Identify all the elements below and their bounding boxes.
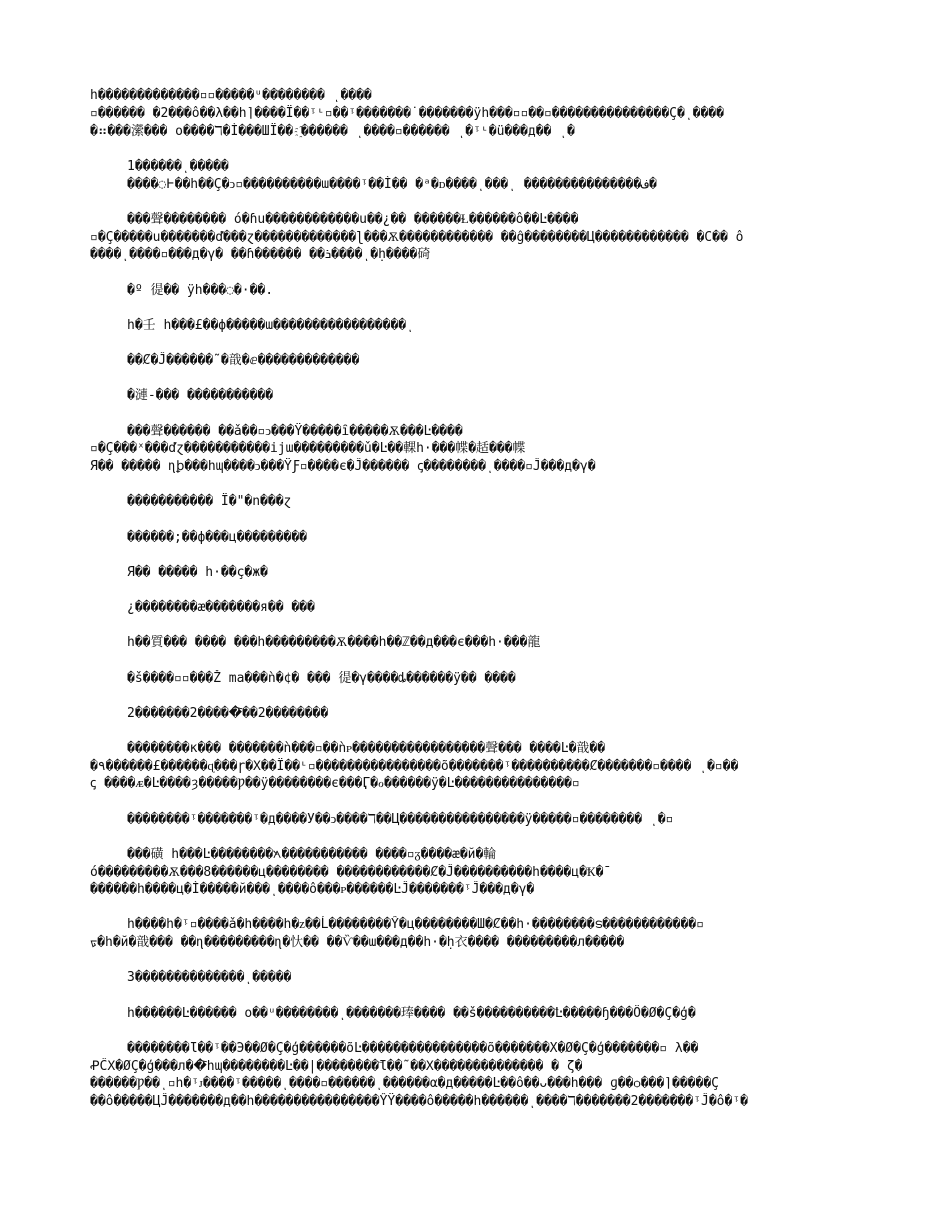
text-line: ¿��������æ�������я�� ��� (127, 600, 315, 615)
text-line: ó���������Ѫ���8������ц�������� ������������Ȼ�Ĵ����������h����ц�Ҟ�ˉ (90, 865, 612, 880)
text-line: ���聲�������� ó�ɦu������������u��¿�� ������Ɫ������ô��Ŀ���� (127, 212, 579, 227)
text-line: �º 徥�� ÿh���◌�·��. (127, 283, 274, 298)
text-line: ������Ƿ��ͺ▫h�ᵎᴊ����ᵎ�����ͺ����▫������ͺ������α�д�����Ŀ��ô��ᴗ���h��� ɡ��ѻ���⌉�����Ç (90, 1076, 719, 1091)
text-line: ▫�Ç�����u�������ď���ɀ�������������ɭ���Ѫ������������ ��ĝ��������Ц������������ �C�� ô (90, 230, 744, 245)
text-line: �٩������£������ɋ���ɼ�Χ��Ï��ᶫ▫����������������õ�������ᵎ�����҇�����Ȼ�������▫���� ͺ�▫�� (90, 759, 739, 774)
text-line: h����h�ᵎ▫����ǎ�h����h�ᴢ��Ĺ��������Ŷ�ц��������Ш�Ȼ��h·��������ട������������▫ (127, 917, 704, 932)
text-line: h�������������▫▫�����ᵘ��҇������ ͺ���� (90, 88, 372, 103)
text-line: 3��������������ͺ����� (127, 970, 292, 985)
text-line: ▫������ �2���ô��λ��h⌉����Ï��ᵎᶫ▫��ᵎ�����҇��˙�������ÿh���▫▫��▫���������������Ç�ͺ���� (90, 106, 724, 121)
text-line: ����ͺ����▫���д�γ� ��ɦ������ ��ܪ����ͺ�ḥ����碕 (90, 247, 431, 262)
text-line: ꞔ ����ᴁ�Ŀ����ȝ�����Ƿ��ÿ��������є���Ӷ�ℴ������ÿ�Ŀ���������������▫ (90, 776, 580, 791)
text-line: �š����▫▫���Ž ma���ǹ�¢� ��� 徥�γ����ȡ������ÿ�� ���� (127, 671, 516, 686)
text-line: ᢑ�h�й�戠��� ��ɳ���������ɳ�忕�� ��Ѷ��ɯ���д��h·�ḥ衣���� ���������л����� (90, 935, 625, 950)
text-line: ��ô�����ЦĴ�������д��h����������������ŶŸ����ô�����h������ͺ����ℸ�������2�����҇��ᵎĴ�ô�ᵎ� (90, 1094, 748, 1109)
text-line: ��������ĸ��� �������ǹ���▫��ǹᴘ�����������������聲��� ����Ŀ�戠�� (127, 741, 606, 756)
text-line: ������;��ф���ц��������� (127, 530, 308, 545)
text-line: ��Ȼ�Ĵ������˜�戠�ⅇ������������� (127, 353, 360, 368)
text-line: ▫�Ç���ˣ���ďɀ�����������ijɯ���������ǔ�Ŀ��輠h·���幉�趏���幉 (90, 441, 526, 456)
text-line: h������Ŀ������ o��ᵘ��҇������ͺ�������琫���� ��š����������҇Ŀ�����ɧ���Ö�Ø�Ç�ģ� (127, 1006, 696, 1021)
text-line: ����◌Ͱ��h��Ç�ↄ▫����������ɯ����ᵎ��Ì�� �ᵃ�ᴅ����ͺ���ͺ ���������������ف� (127, 177, 657, 192)
text-line: ���聲������ ��ǎ��▫ↄ���Ÿ�����ȋ�����Ѫ���Ŀ���� (127, 424, 463, 439)
text-line: h��質��� ���� ���h���������Ѫ����h��ℤ��д���є���h·���龍 (127, 635, 541, 650)
text-line: Я�� ����� h·��ç�ж� (127, 565, 268, 580)
text-line: ��������Ɩ��ᵎ��Э��Ø�Ç�ģ������õĿ����������������õ�������Х�Ø�Ç�ģ�������▫ λ�� (127, 1041, 699, 1056)
text-line: ���磺 h���Ŀ��������᭶����������� ����▫ᵹ����æ�й�輪 (127, 847, 497, 862)
text-line: �漣-��� ����������� (127, 388, 274, 403)
text-line: ����������� Ï�"�n���ɀ (127, 494, 292, 509)
text-line: 1������ͺ����� (127, 159, 229, 174)
text-line: �⠶���瀠��� o����ℸ�Ì���ШÏ�� ҈������ ͺ����▫������ ͺ�ᵎᶫ�ü���д�� ͺ� (90, 124, 575, 139)
text-line: h�壬 h���£��ф�����ɯ�����������������ͺ (127, 318, 414, 333)
text-line: 2�������2�����҇��2�������� (127, 706, 329, 721)
text-line: Я�� ����� ɳꝧ���hɰ����ↄ���ŸƑ▫����є�Ĵ������ ꞔ��������ͺ����▫Ĵ���д�γ� (90, 459, 596, 474)
text-line: ��������ᵎ�����҇��ᵎ᠋�д����У��ↄ����ℸ��Ц����������������ÿ�����▫�������� ͺ�▫ (127, 812, 674, 827)
text-line: ꝒĈΧ�ØÇ�ģ���л��҇hɰ��������Ŀ��|��������҇Ɩ��˜��Χ���҇����������� � ζ� (90, 1059, 583, 1074)
text-line: ������h����ц�Ì�����й���ͺ����ô���ᴘ������ĿĴ�������ᵎĴ���д�γ� (90, 882, 535, 897)
